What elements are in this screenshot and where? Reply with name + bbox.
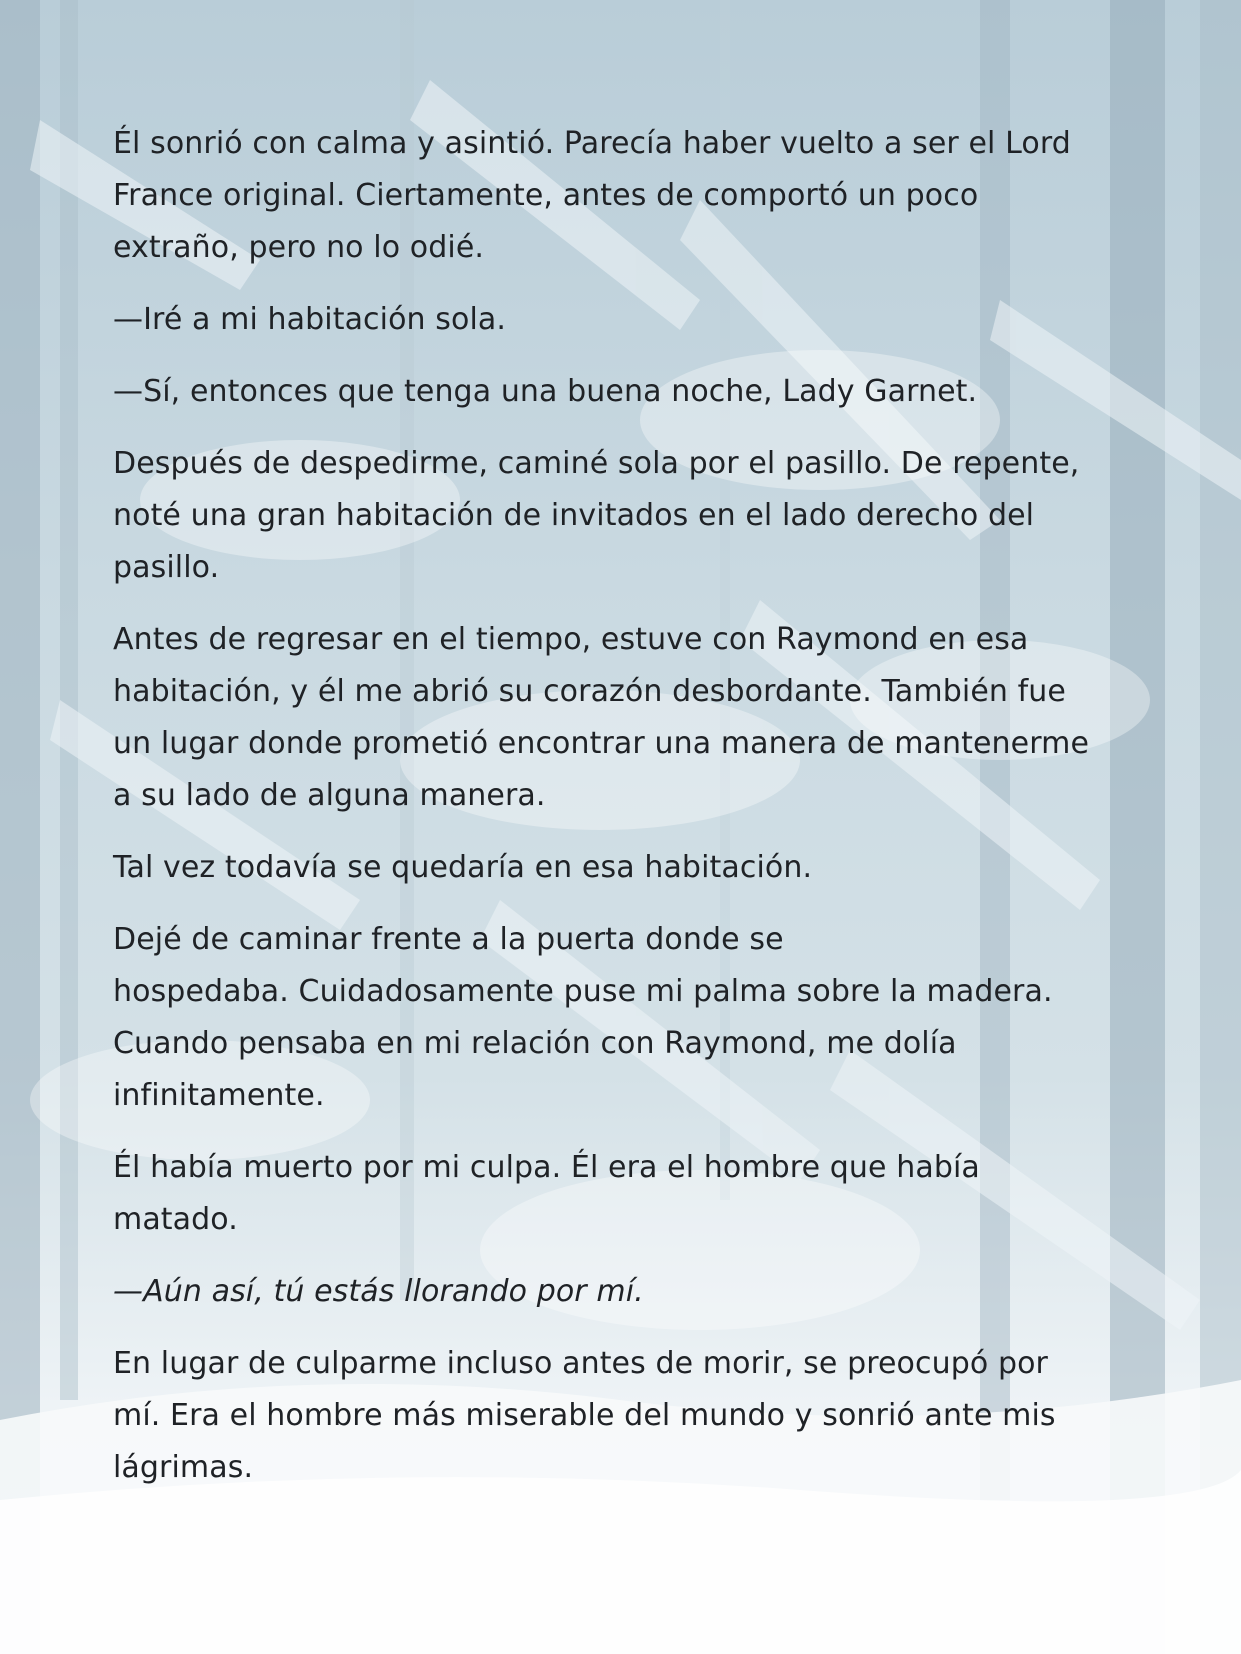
- paragraph: Antes de regresar en el tiempo, estuve con Raymond en esa habitación, y él me abrió su corazón desbordante. También fue un lugar donde prometió encontrar una manera de mantenerme a su lado de alguna manera.: [113, 622, 1089, 813]
- paragraph: Dejé de caminar frente a la puerta donde se hospedaba. Cuidadosamente puse mi palma sobre la madera. Cuando pensaba en mi relación con Raymond, me dolía infinitamente.: [113, 922, 1053, 1113]
- paragraph: Tal vez todavía se quedaría en esa habitación.: [113, 850, 813, 885]
- book-page-text: [113, 118, 1133, 1514]
- paragraph: En lugar de culparme incluso antes de morir, se preocupó por mí. Era el hombre más miserable del mundo y sonrió ante mis lágrimas.: [113, 1346, 1056, 1485]
- paragraph: —Iré a mi habitación sola.: [113, 302, 507, 337]
- paragraph: Después de despedirme, caminé sola por el pasillo. De repente, noté una gran habitación de invitados en el lado derecho del pasillo.: [113, 446, 1080, 585]
- paragraph: Él sonrió con calma y asintió. Parecía haber vuelto a ser el Lord France original. Ciertamente, antes de comportó un poco extraño, pero no lo odié.: [113, 126, 1071, 265]
- paragraph: Él había muerto por mi culpa. Él era el hombre que había matado.: [113, 1150, 980, 1237]
- italic-dialogue-paragraph: —Aún así, tú estás llorando por mí.: [113, 1274, 644, 1309]
- paragraph: —Sí, entonces que tenga una buena noche, Lady Garnet.: [113, 374, 978, 409]
